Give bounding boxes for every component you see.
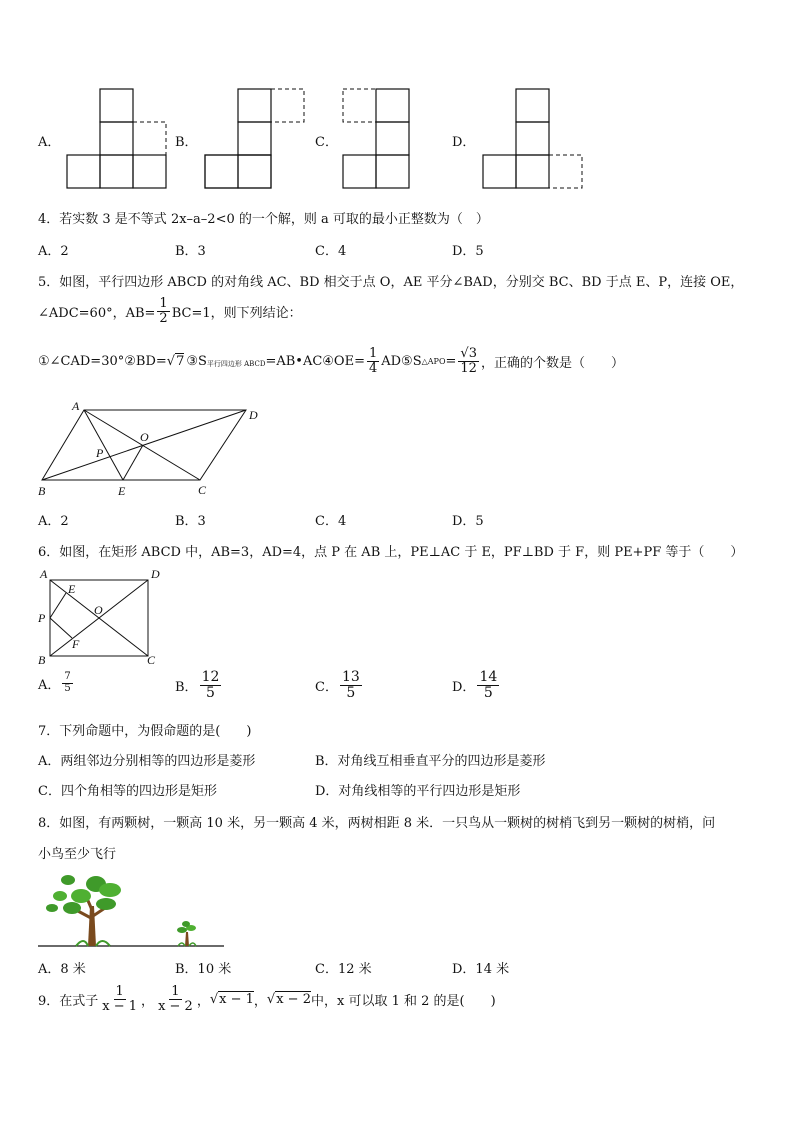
q5-option-c: C．4 [315,514,347,529]
q7-option-d: D．对角线相等的平行四边形是矩形 [315,784,521,799]
q3-option-c-figure [340,88,412,190]
q8-option-c: C．12 米 [315,962,372,977]
q9-sep-3: ， [253,993,267,1009]
q5-stem-line2 [38,297,302,325]
q6-option-d-label: D． [452,679,476,695]
q5-c1: ①∠CAD=30°②BD= [38,353,167,369]
q6-option-a-num: 7 [64,671,71,682]
q3-option-c-label: C． [315,135,338,150]
q6-label-c: C [147,653,156,666]
q6-option-c-fraction [340,670,362,700]
q6-option-d [452,670,501,700]
q5-label-c: C [198,483,207,497]
q5-half-den: 2 [159,310,168,326]
q5-stem-line2-a: ∠ADC=60°，AB= [38,305,156,321]
q6-option-d-num: 14 [479,669,498,685]
q6-label-f: F [72,637,80,651]
q8-option-d: D．14 米 [452,962,510,977]
q9-fraction-1-den: x − 1 [102,998,138,1014]
q5-segment-oe [123,445,143,480]
q5-label-d: D [249,408,258,422]
q6-option-a-label: A． [38,677,61,693]
q5-conclusions [38,347,624,375]
q5-quarter-num: 1 [368,346,378,361]
q3-option-b-label: B． [175,135,198,150]
q7-option-c: C．四个角相等的四边形是矩形 [38,784,217,799]
q5-stem-line2-b: BC=1，则下列结论： [171,305,302,321]
q5-c3-tail: ，正确的个数是（ ） [480,355,624,371]
q6-option-d-den: 5 [483,684,493,701]
q4-option-a: A．2 [38,244,69,259]
q5-sqrt3-num: √3 [460,346,477,361]
q9-fraction-2-den: x − 2 [158,998,193,1014]
q5-c2-sub: 平行四边形 ABCD [206,360,266,369]
q5-segment-ae [84,410,123,480]
q5-sqrt3-fraction [458,347,479,375]
q3-option-d-figure [480,88,584,190]
q9-fraction-2-num: 1 [171,984,180,999]
q5-c2: ③S [186,353,207,369]
q7-option-b: B．对角线互相垂直平分的四边形是菱形 [315,754,546,769]
q4-option-d: D．5 [452,244,484,259]
q6-option-c-num: 13 [341,669,360,685]
q6-label-o: O [94,603,103,617]
q5-diagonal-bd [42,410,246,480]
q5-option-d: D．5 [452,514,484,529]
q3-option-b-figure [202,88,306,190]
q6-option-b-num: 12 [201,669,220,685]
q9-root-2-value: x − 2 [276,991,311,1007]
q5-label-o: O [140,430,149,444]
q6-option-c-label: C． [315,679,338,695]
q6-option-b [175,670,223,700]
q5-label-b: B [38,484,46,498]
q6-label-e: E [68,582,76,596]
q5-half-num: 1 [159,296,168,311]
q6-option-a [38,672,75,694]
q9-sep-1: ， [141,993,155,1009]
q9-fraction-1-num: 1 [115,984,124,999]
q5-c1-sqrt-value: 7 [176,353,185,369]
q3-option-a-label: A． [38,135,61,150]
q8-tall-tree-icon [46,875,121,946]
q5-label-e: E [118,484,126,498]
q9-prefix: 9．在式子 [38,993,99,1009]
q5-stem-line1: 5．如图，平行四边形 ABCD 的对角线 AC、BD 相交于点 O，AE 平分∠BAD，分别交 BC、BD 于点 E、P，连接 OE， [38,275,744,290]
q3-option-d-label: D． [452,135,476,150]
q4-stem: 4．若实数 3 是不等式 2x–a–2<0 的一个解，则 a 可取的最小正整数为（ ） [38,212,489,227]
q5-option-b: B．3 [175,514,206,529]
q6-segment-pf [50,618,72,638]
q8-option-b: B．10 米 [175,962,232,977]
q5-half-fraction [157,297,169,325]
q5-parallelogram-figure [30,396,270,498]
q9-stem [38,985,496,1013]
q9-root-1-value: x − 1 [219,991,254,1007]
q5-sqrt3-den: 12 [460,360,477,376]
q5-quarter-den: 4 [368,360,378,376]
q5-option-a: A．2 [38,514,69,529]
q6-label-a: A [40,567,48,581]
q7-stem: 7．下列命题中，为假命题的是( ) [38,724,252,739]
q6-segment-pe [50,593,66,618]
q8-trees-figure [36,866,228,950]
q8-stem-line1: 8．如图，有两颗树，一颗高 10 米，另一颗高 4 米，两树相距 8 米．一只鸟从一颗树的树梢飞到另一颗树的树梢，问 [38,816,716,831]
q6-option-b-label: B． [175,679,198,695]
q5-label-p: P [96,446,104,460]
q7-option-a: A．两组邻边分别相等的四边形是菱形 [38,754,256,769]
q6-label-d: D [151,567,160,581]
q4-option-b: B．3 [175,244,206,259]
q5-c2-b: =AB•AC④OE= [265,353,365,369]
q6-option-b-fraction [200,670,222,700]
q6-option-a-den: 5 [64,682,71,694]
q6-option-b-den: 5 [206,684,215,701]
q8-option-a: A．8 米 [38,962,86,977]
q5-c3-eq: = [445,353,457,369]
q6-label-b: B [38,653,46,666]
q5-c1-sqrt: √7 [166,353,185,369]
q4-option-c: C．4 [315,244,347,259]
q6-option-d-fraction [477,670,499,700]
q9-root-2: √x − 2 [266,991,311,1007]
q5-c3: AD⑤S [381,353,422,369]
q6-label-p: P [38,611,46,625]
q5-quarter-fraction [367,347,379,375]
q6-option-c [315,670,364,700]
q8-short-tree-icon [177,921,196,946]
q9-fraction-2 [156,985,195,1013]
q8-stem-line2: 小鸟至少飞行 [38,847,117,862]
q6-stem: 6．如图，在矩形 ABCD 中，AB=3，AD=4，点 P 在 AB 上，PE⊥AC 于 E，PF⊥BD 于 F，则 PE+PF 等于（ ） [38,545,744,560]
q9-root-1: √x − 1 [209,991,254,1007]
q9-tail: 中，x 可以取 1 和 2 的是( ) [310,993,496,1009]
q9-sep-2: ， [196,993,210,1009]
q5-diagonal-ac [84,410,200,480]
q3-option-a-figure [64,88,168,190]
q5-label-a: A [72,399,80,413]
q9-fraction-1 [100,985,139,1013]
q6-option-c-den: 5 [346,684,356,701]
q6-option-a-fraction [62,672,72,694]
q5-c3-sub: △APO [421,356,446,366]
q6-rectangle-figure [34,566,166,666]
